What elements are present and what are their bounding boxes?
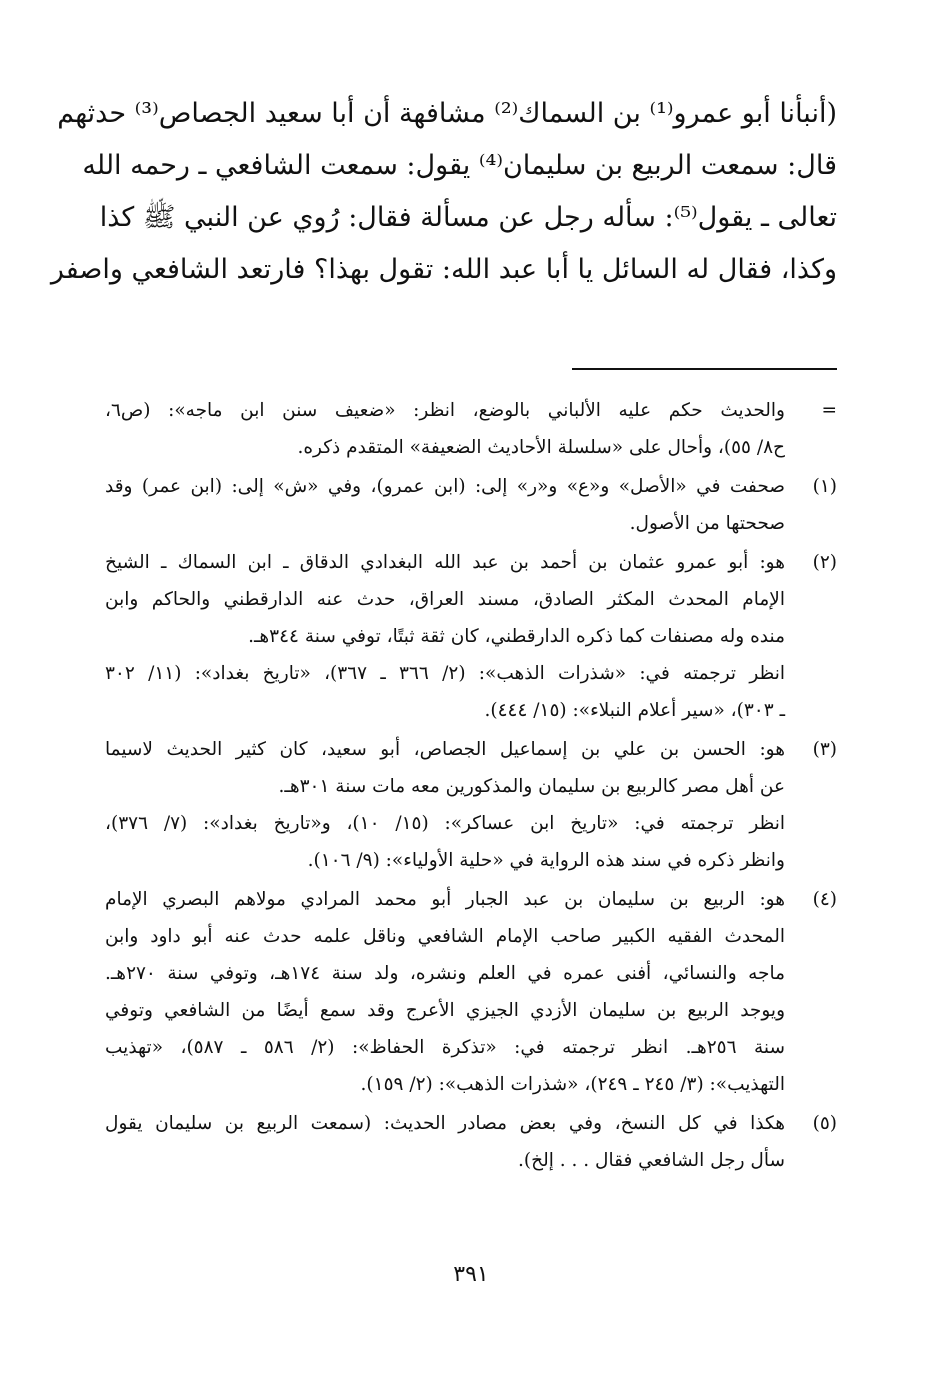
footnote-line: منده وله مصنفات كما ذكره الدارقطني، كان ثقة ثبتًا، توفي سنة ٣٤٤هـ. <box>248 626 785 647</box>
footnote-number: (١) <box>812 476 837 497</box>
footnote-line: ح٨/ ٥٥)، وأحال على «سلسلة الأحاديث الضعيفة» المتقدم ذكره. <box>297 437 785 458</box>
footnote-line: والحديث حكم عليه الألباني بالوضع، انظر: «ضعيف سنن ابن ماجه»: (ص٦، <box>105 400 785 421</box>
footnote-line: انظر ترجمته في: «تاريخ ابن عساكر»: (١٥/ ١٠)، و«تاريخ بغداد»: (٧/ ٣٧٦)، <box>105 813 785 834</box>
footnote-4 <box>105 881 837 1103</box>
main-text-line: (أنبأنا أبو عمرو⁽¹⁾ بن السماك⁽²⁾ مشافهة أن أبا سعيد الجصاص⁽³⁾ حدثهم <box>57 98 837 129</box>
footnote-line: التهذيب»: (٣/ ٢٤٥ ـ ٢٤٩)، «شذرات الذهب»: (٢/ ١٥٩). <box>360 1074 785 1095</box>
footnote-line: الإمام المحدث المكثر الصادق، مسند العراق، حدث عنه الدارقطني والحاكم وابن <box>105 589 785 610</box>
footnote-number: (٥) <box>812 1113 837 1134</box>
main-text-line: وكذا، فقال له السائل يا أبا عبد الله: تقول بهذا؟ فارتعد الشافعي واصفر <box>50 254 837 285</box>
footnote-number: (٤) <box>812 889 837 910</box>
footnote-line: المحدث الفقيه الكبير صاحب الإمام الشافعي وناقل علمه حدث عنه أبو داود وابن <box>105 926 785 947</box>
footnote-line: ماجه والنسائي، أفنى عمره في العلم ونشره، ولد سنة ١٧٤هـ، وتوفي سنة ٢٧٠هـ. <box>105 963 786 984</box>
footnote-line: وانظر ذكره في سند هذه الرواية في «حلية الأولياء»: (٩/ ١٠٦). <box>307 850 785 871</box>
footnote-2 <box>105 544 837 729</box>
footnote-line: عن أهل مصر كالربيع بن سليمان والمذكورين معه مات سنة ٣٠١هـ. <box>278 776 785 797</box>
page-number: ٣٩١ <box>453 1262 489 1287</box>
footnote-line: سأل رجل الشافعي فقال . . . إلخ). <box>518 1150 785 1171</box>
footnotes <box>105 392 837 1181</box>
footnote-line: صححتها من الأصول. <box>629 513 785 534</box>
footnote-line: ـ ٣٠٣)، «سير أعلام النبلاء»: (١٥/ ٤٤٤). <box>484 700 785 721</box>
footnote-number: = <box>821 400 837 421</box>
footnote-number: (٢) <box>812 552 837 573</box>
footnote-line: ويوجد الربيع بن سليمان الأزدي الجيزي الأعرج وقد سمع أيضًا من الشافعي وتوفي <box>105 1000 785 1021</box>
main-text <box>50 88 837 296</box>
footnote-3 <box>105 731 837 879</box>
footnote-separator <box>572 368 837 370</box>
footnote-number: (٣) <box>812 739 837 760</box>
footnote-line: هكذا في كل النسخ، وفي بعض مصادر الحديث: (سمعت الربيع بن سليمان يقول <box>105 1113 785 1134</box>
footnote-line: انظر ترجمته في: «شذرات الذهب»: (٢/ ٣٦٦ ـ ٣٦٧)، «تاريخ بغداد»: (١١/ ٣٠٢ <box>105 663 786 684</box>
footnote-5 <box>105 1105 837 1179</box>
footnote-continuation <box>105 392 837 466</box>
footnote-line: هو: أبو عمرو عثمان بن أحمد بن عبد الله البغدادي الدقاق ـ ابن السماك ـ الشيخ <box>105 552 785 573</box>
footnote-1 <box>105 468 837 542</box>
footnote-line: هو: الحسن بن علي بن إسماعيل الجصاص، أبو سعيد، كان كثير الحديث لاسيما <box>105 739 785 760</box>
main-text-line: تعالى ـ يقول⁽⁵⁾: سأله رجل عن مسألة فقال: رُوي عن النبي ﷺ كذا <box>99 202 837 233</box>
footnote-line: هو: الربيع بن سليمان بن عبد الجبار أبو محمد المرادي مولاهم البصري الإمام <box>105 889 785 910</box>
main-text-line: قال: سمعت الربيع بن سليمان⁽⁴⁾ يقول: سمعت الشافعي ـ رحمه الله <box>82 150 837 181</box>
footnote-line: سنة ٢٥٦هـ. انظر ترجمته في: «تذكرة الحفاظ»: (٢/ ٥٨٦ ـ ٥٨٧)، «تهذيب <box>105 1037 785 1058</box>
footnote-line: صحفت في «الأصل» و«ع» و«ر» إلى: (ابن عمرو)، وفي «ش» إلى: (ابن عمر) وقد <box>105 476 785 497</box>
